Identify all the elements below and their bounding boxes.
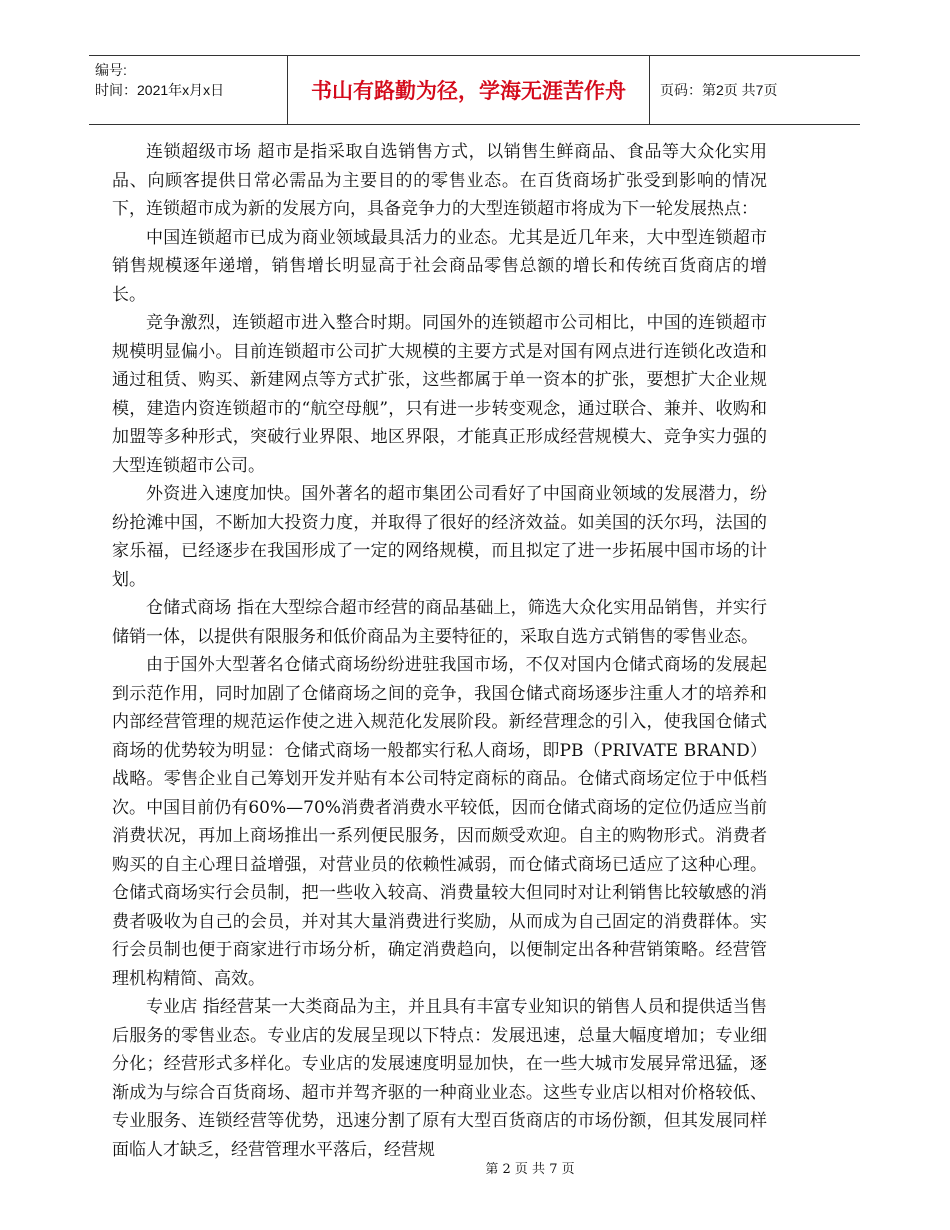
header-meta xyxy=(89,56,287,124)
document-body xyxy=(112,138,767,1164)
page-header xyxy=(89,55,860,125)
paragraph-warehouse-store: 仓储式商场 指在大型综合超市经营的商品基础上，筛选大众化实用品销售，并实行储销一体，以提供有限服务和低价商品为主要特征的，采取自选方式销售的零售业态。 xyxy=(112,598,767,647)
header-page-info: 页码：第2页 共7页 xyxy=(660,82,778,98)
doc-number-label: 编号: xyxy=(95,62,127,78)
paragraph-warehouse-advantages: 由于国外大型著名仓储式商场纷纷进驻我国市场，不仅对国内仓储式商场的发展起到示范作用，同时加剧了仓储商场之间的竞争，我国仓储式商场逐步注重人才的培养和内部经营管理的规范运作使之进入规范化发展阶段。新经营理念的引入，使我国仓储式商场的优势较为明显：仓储式商场一般都实行私人商场，即PB（PRIVATE BRAND）战略。零售企业自己筹划开发并贴有本公司特定商标的商品。仓储式商场定位于中低档次。中国目前仍有60%—70%消费者消费水平较低，因而仓储式商场的定位仍适应当前消费状况，再加上商场推出一系列便民服务，因而颇受欢迎。自主的购物形式。消费者购买的自主心理日益增强，对营业员的依赖性减弱，而仓储式商场已适应了这种心理。仓储式商场实行会员制，把一些收入较高、消费量较大但同时对让利销售比较敏感的消费者吸收为自己的会员，并对其大量消费进行奖励，从而成为自己固定的消费群体。实行会员制也便于商家进行市场分析，确定消费趋向，以便制定出各种营销策略。经营管理机构精简、高效。 xyxy=(112,655,767,989)
paragraph-chain-supermarket: 连锁超级市场 超市是指采取自选销售方式，以销售生鲜商品、食品等大众化实用品、向顾客提供日常必需品为主要目的的零售业态。在百货商场扩张受到影响的情况下，连锁超市成为新的发展方向，具备竞争力的大型连锁超市将成为下一轮发展热点： xyxy=(112,142,767,219)
paragraph-foreign-capital: 外资进入速度加快。国外著名的超市集团公司看好了中国商业领域的发展潜力，纷纷抢滩中国，不断加大投资力度，并取得了很好的经济效益。如美国的沃尔玛，法国的家乐福，已经逐步在我国形成了一定的网络规模，而且拟定了进一步拓展中国市场的计划。 xyxy=(112,484,767,590)
paragraph-chain-vitality: 中国连锁超市已成为商业领域最具活力的业态。尤其是近几年来，大中型连锁超市销售规模逐年递增，销售增长明显高于社会商品零售总额的增长和传统百货商店的增长。 xyxy=(112,227,767,305)
paragraph-specialty-store: 专业店 指经营某一大类商品为主，并且具有丰富专业知识的销售人员和提供适当售后服务的零售业态。专业店的发展呈现以下特点：发展迅速，总量大幅度增加；专业细分化；经营形式多样化。专业店的发展速度明显加快，在一些大城市发展异常迅猛，逐渐成为与综合百货商场、超市并驾齐驱的一种商业业态。这些专业店以相对价格较低、专业服务、连锁经营等优势，迅速分割了原有大型百货商店的市场份额，但其发展同样面临人才缺乏，经营管理水平落后，经营规 xyxy=(112,997,767,1160)
header-motto: 书山有路勤为径，学海无涯苦作舟 xyxy=(287,56,650,124)
paragraph-competition: 竞争激烈，连锁超市进入整合时期。同国外的连锁超市公司相比，中国的连锁超市规模明显偏小。目前连锁超市公司扩大规模的主要方式是对国有网点进行连锁化改造和通过租赁、购买、新建网点等方式扩张，这些都属于单一资本的扩张，要想扩大企业规模，建造内资连锁超市的“航空母舰”，只有进一步转变观念，通过联合、兼并、收购和加盟等多种形式，突破行业界限、地区界限，才能真正形成经营规模大、竞争实力强的大型连锁超市公司。 xyxy=(112,313,767,476)
doc-time: 时间：2021年x月x日 xyxy=(95,82,225,98)
page-footer: 第 2 页 共 7 页 xyxy=(485,1162,575,1177)
